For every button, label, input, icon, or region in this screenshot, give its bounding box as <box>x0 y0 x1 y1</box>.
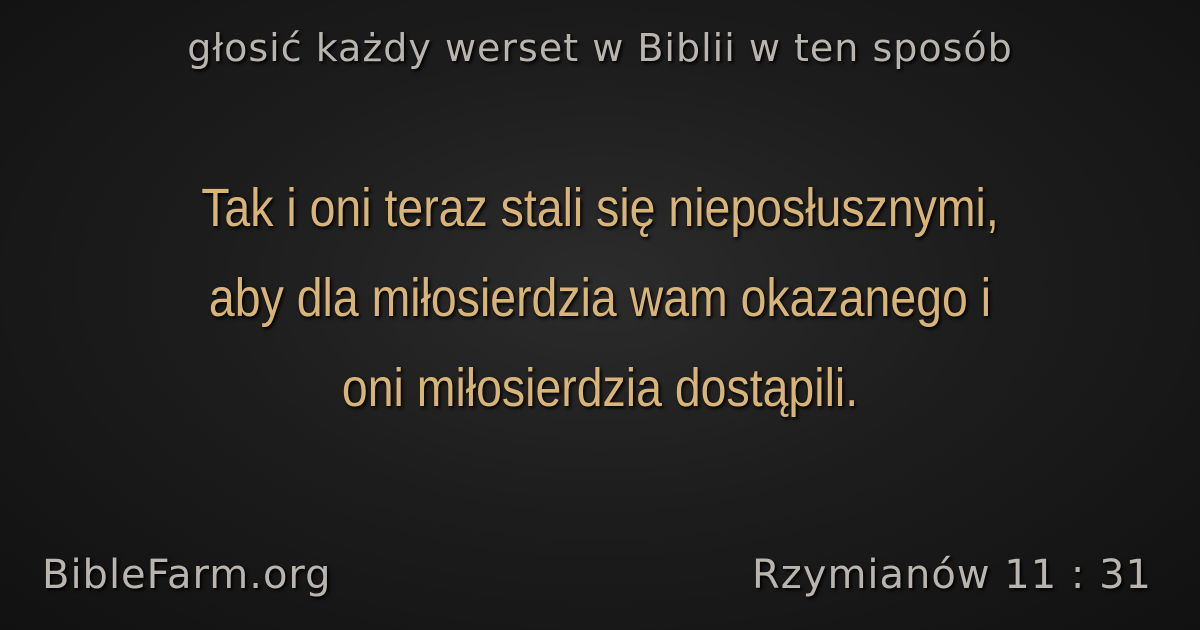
verse-reference: Rzymianów 11 : 31 <box>751 552 1152 598</box>
verse-line: oni miłosierdzia dostąpili. <box>341 358 859 418</box>
site-name: BibleFarm.org <box>42 552 332 598</box>
verse-line: aby dla miłosierdzia wam okazanego i <box>208 268 992 328</box>
verse-text <box>118 163 1081 433</box>
tagline: głosić każdy werset w Biblii w ten sposób <box>187 26 1013 70</box>
verse-line: Tak i oni teraz stali się nieposłusznymi, <box>201 178 999 238</box>
